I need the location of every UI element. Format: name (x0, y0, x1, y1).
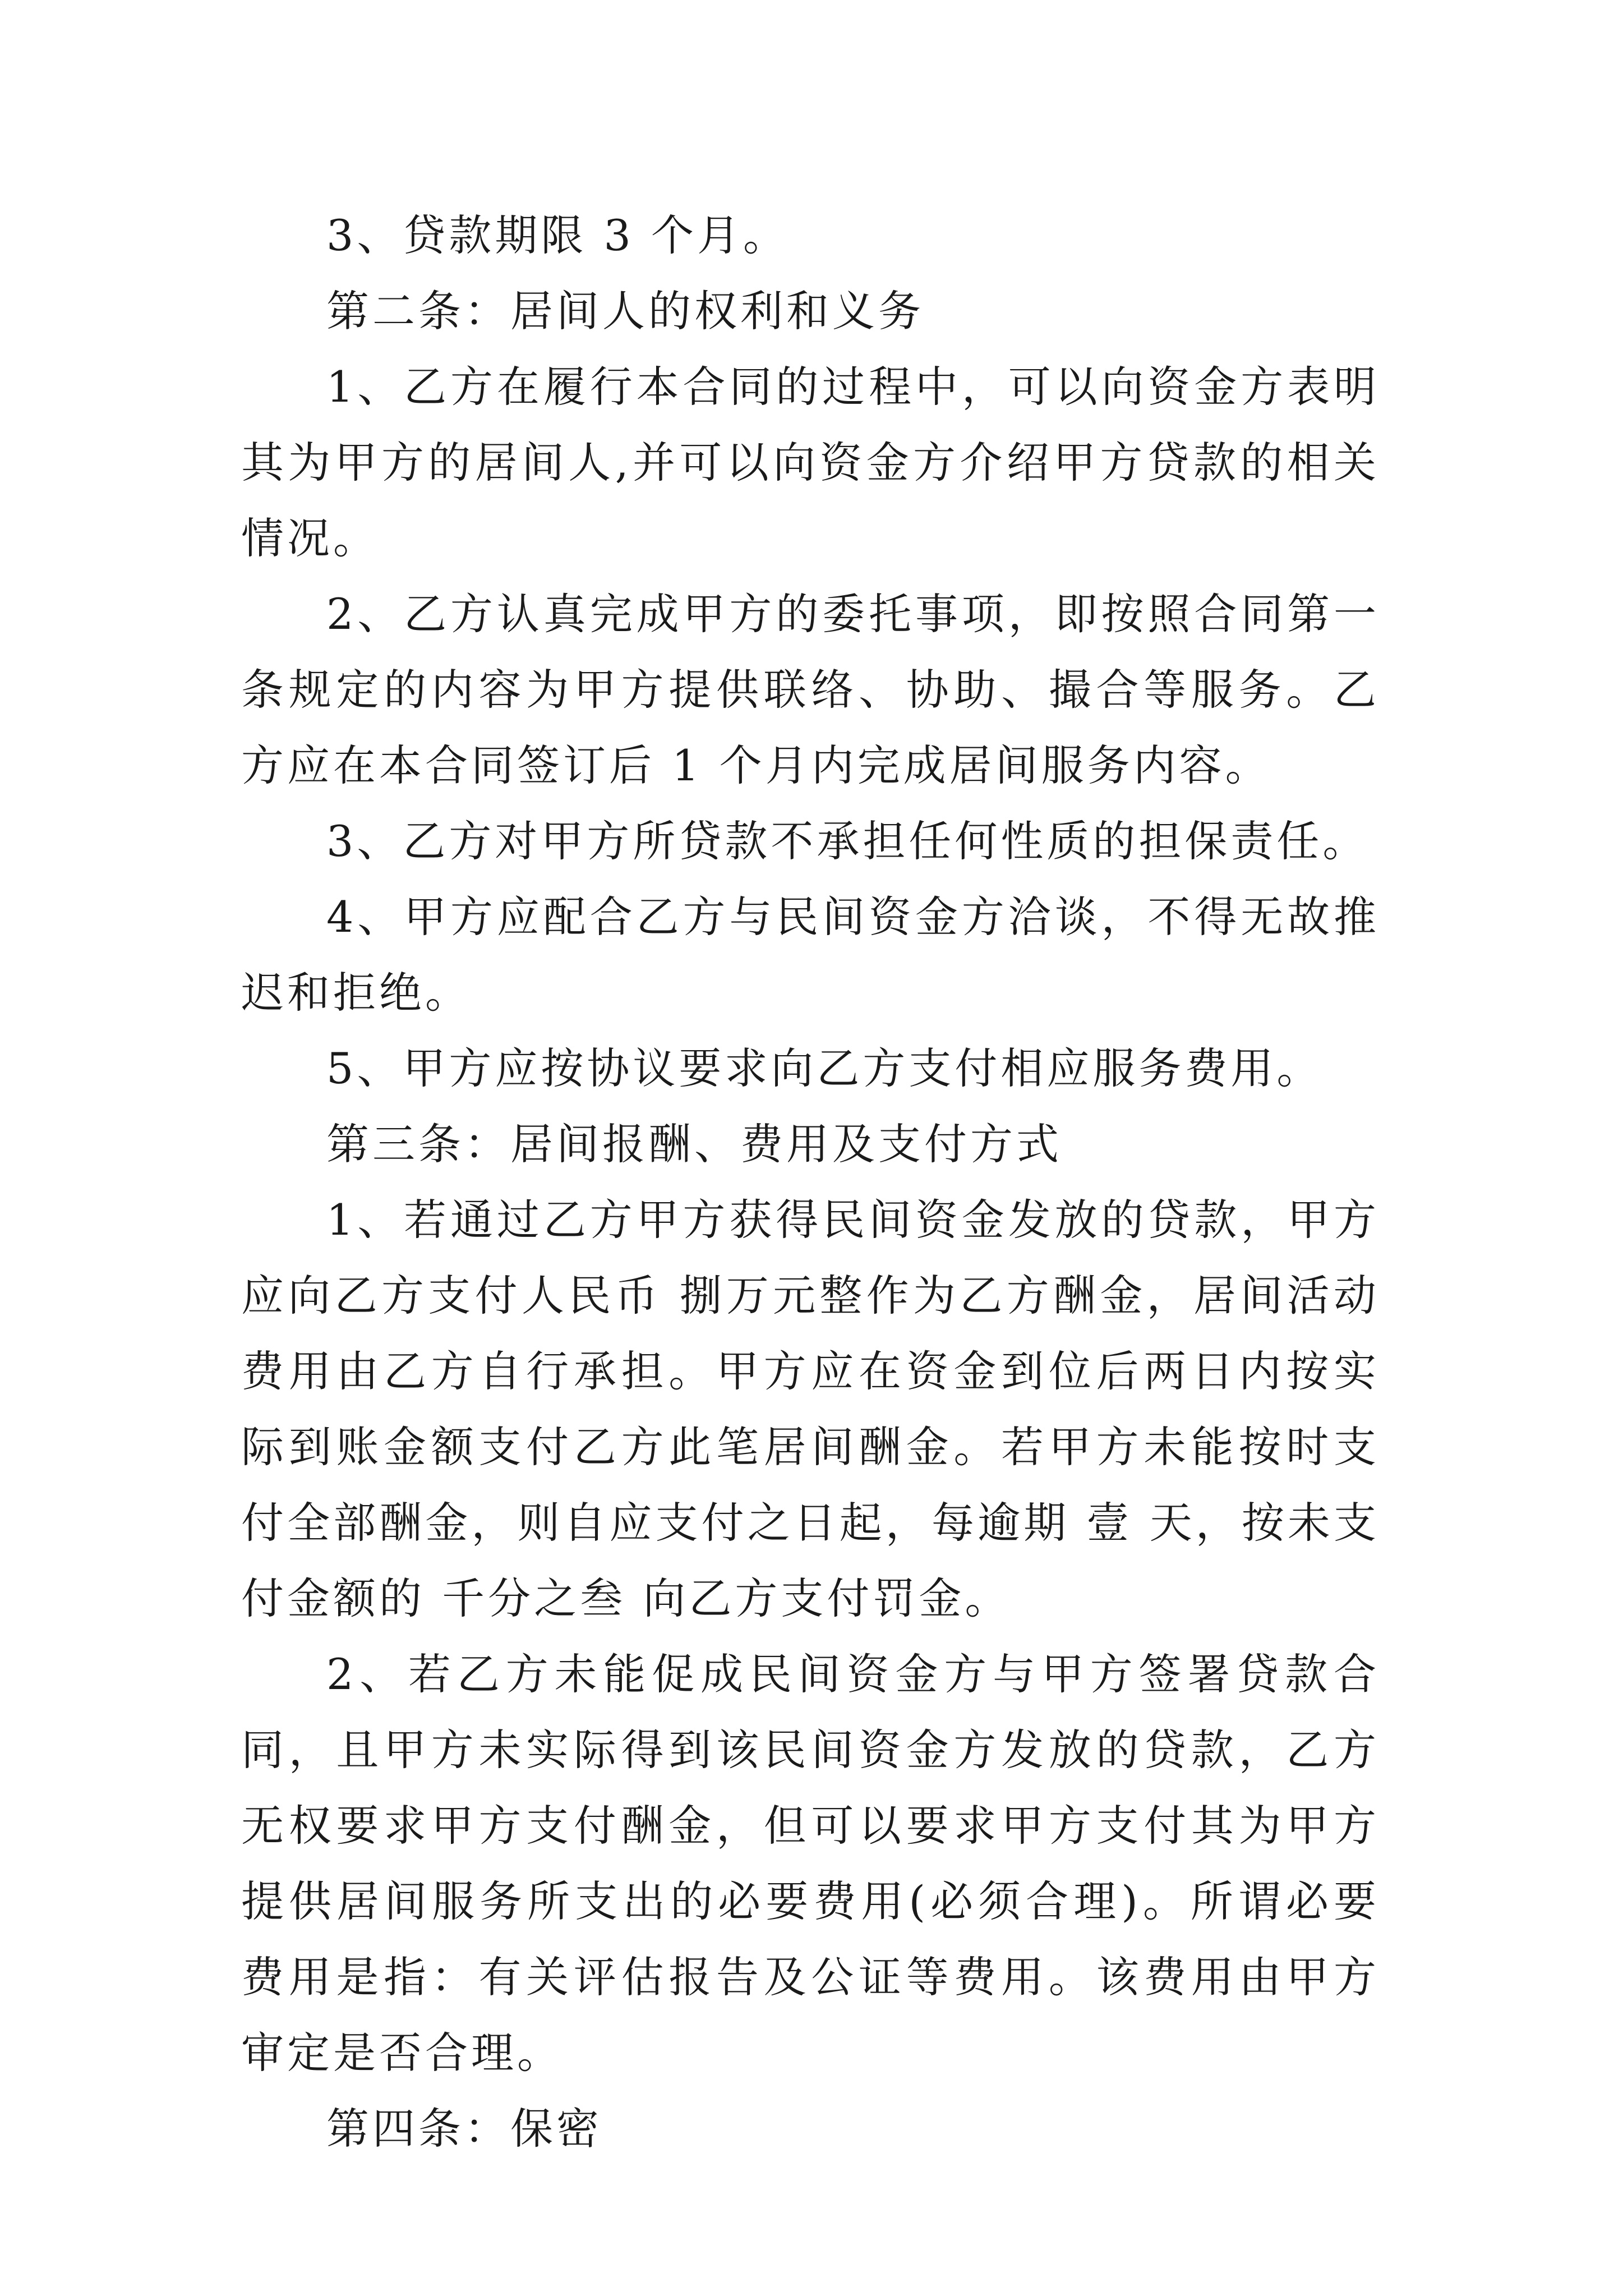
article-two-item-4: 4、甲方应配合乙方与民间资金方洽谈，不得无故推迟和拒绝。 (241, 892, 1380, 1018)
article-two-item-1: 1、乙方在履行本合同的过程中，可以向资金方表明其为甲方的居间人,并可以向资金方介绍甲方贷款的相关情况。 (241, 362, 1380, 563)
clause-loan-term: 3、贷款期限 3 个月。 (326, 210, 790, 260)
article-three-item-1: 1、若通过乙方甲方获得民间资金发放的贷款，甲方应向乙方支付人民币 捌万元整作为乙方酬金，居间活动费用由乙方自行承担。甲方应在资金到位后两日内按实际到账金额支付乙方此笔居间酬金。若甲方未能按时支付全部酬金，则自应支付之日起，每逾期 壹 天，按未支付金额的 千分之叁 向乙方支付罚金。 (241, 1195, 1380, 1623)
article-two-item-5: 5、甲方应按协议要求向乙方支付相应服务费用。 (326, 1043, 1323, 1093)
article-three-item-2: 2、若乙方未能促成民间资金方与甲方签署贷款合同，且甲方未实际得到该民间资金方发放的贷款，乙方无权要求甲方支付酬金，但可以要求甲方支付其为甲方提供居间服务所支出的必要费用(必须合理)。所谓必要费用是指：有关评估报告及公证等费用。该费用由甲方审定是否合理。 (241, 1649, 1380, 2078)
document-body (241, 197, 1380, 2166)
article-two-item-2: 2、乙方认真完成甲方的委托事项，即按照合同第一条规定的内容为甲方提供联络、协助、撮合等服务。乙方应在本合同签订后 1 个月内完成居间服务内容。 (241, 589, 1380, 790)
article-two-heading: 第二条：居间人的权利和义务 (326, 286, 924, 336)
article-four-heading: 第四条：保密 (326, 2104, 602, 2154)
article-three-heading: 第三条：居间报酬、费用及支付方式 (326, 1119, 1062, 1169)
article-two-item-3: 3、乙方对甲方所贷款不承担任何性质的担保责任。 (326, 816, 1369, 866)
